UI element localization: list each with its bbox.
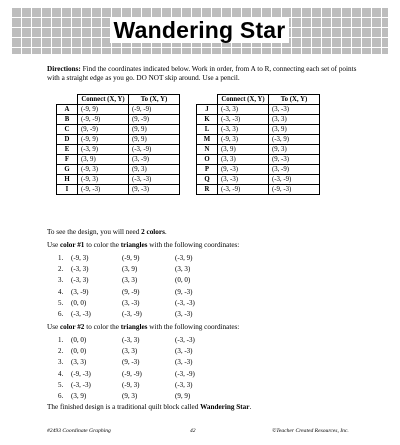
closing-text: The finished design is a traditional quilt block called	[47, 403, 201, 411]
table-header-connect: Connect (X, Y)	[218, 95, 269, 105]
intro-paragraph	[47, 228, 367, 237]
vertex-coordinate: (-9, 9)	[122, 254, 140, 262]
connect-coordinate: (3, 9)	[218, 145, 269, 155]
row-letter: M	[197, 135, 218, 145]
color1-label: color #1	[59, 241, 85, 249]
item-number: 2.	[58, 347, 64, 356]
item-number: 1.	[58, 336, 64, 344]
table-row	[197, 155, 320, 165]
vertex-coordinate: (3, 3)	[71, 358, 87, 367]
color1-triangle-list	[58, 253, 278, 320]
connect-coordinate: (3, -3)	[218, 175, 269, 185]
table-header-connect: Connect (X, Y)	[78, 95, 129, 105]
to-coordinate: (3, -9)	[129, 155, 180, 165]
connect-coordinate: (9, -9)	[78, 125, 129, 135]
footer-page-number: 42	[190, 428, 196, 434]
vertex-coordinate: (9, -3)	[122, 358, 140, 367]
to-coordinate: (9, -3)	[129, 185, 180, 195]
vertex-coordinate: (9, 3)	[122, 391, 138, 400]
connect-coordinate: (-9, -3)	[78, 185, 129, 195]
table-header-blank	[57, 95, 78, 105]
connect-coordinate: (-3, -3)	[218, 115, 269, 125]
vertex-coordinate: (-3, -3)	[71, 380, 91, 389]
table-header-row	[57, 95, 180, 105]
vertex-coordinate: (-9, -3)	[71, 369, 91, 378]
color2-triangle-list	[58, 335, 278, 402]
vertex-coordinate: (-9, 3)	[122, 380, 140, 389]
table-row	[57, 175, 180, 185]
table-row	[57, 135, 180, 145]
connect-coordinate: (-9, 3)	[78, 175, 129, 185]
vertex-coordinate: (3, -3)	[122, 298, 140, 307]
to-coordinate: (3, -3)	[269, 105, 320, 115]
vertex-coordinate: (-3, 3)	[122, 336, 140, 344]
table-row	[57, 165, 180, 175]
connect-coordinate: (-3, 9)	[78, 145, 129, 155]
vertex-coordinate: (9, -9)	[122, 287, 140, 296]
connect-coordinate: (-3, 3)	[218, 105, 269, 115]
list-item	[58, 287, 278, 298]
vertex-coordinate: (-3, 3)	[71, 265, 89, 274]
to-coordinate: (-3, -9)	[269, 175, 320, 185]
item-number: 2.	[58, 265, 64, 274]
vertex-coordinate: (3, -3)	[175, 358, 193, 367]
table-header-to: To (X, Y)	[269, 95, 320, 105]
vertex-coordinate: (0, 0)	[71, 347, 87, 356]
row-letter: H	[57, 175, 78, 185]
table-row	[197, 185, 320, 195]
row-letter: P	[197, 165, 218, 175]
color1-shape: triangles	[120, 241, 148, 249]
color2-shape: triangles	[120, 323, 148, 331]
vertex-coordinate: (-3, 9)	[175, 254, 193, 262]
item-number: 5.	[58, 380, 64, 389]
intro-text: To see the design, you will need	[47, 228, 142, 236]
vertex-coordinate: (-3, -3)	[175, 336, 195, 344]
color2-text-2: to color the	[84, 323, 121, 331]
connect-coordinate: (-9, 9)	[78, 105, 129, 115]
color2-instructions	[47, 323, 367, 332]
to-coordinate: (-3, -9)	[129, 145, 180, 155]
row-letter: R	[197, 185, 218, 195]
vertex-coordinate: (-3, 3)	[175, 380, 193, 389]
connect-coordinate: (-9, 9)	[78, 135, 129, 145]
table-header-blank	[197, 95, 218, 105]
row-letter: N	[197, 145, 218, 155]
to-coordinate: (9, -9)	[129, 115, 180, 125]
to-coordinate: (9, -3)	[269, 155, 320, 165]
to-coordinate: (9, 3)	[269, 145, 320, 155]
table-row	[57, 145, 180, 155]
list-item	[58, 264, 278, 275]
item-number: 4.	[58, 369, 64, 378]
vertex-coordinate: (-3, -9)	[122, 309, 142, 318]
vertex-coordinate: (3, -3)	[175, 347, 193, 356]
footer-publisher: ©Teacher Created Resources, Inc.	[272, 428, 349, 434]
vertex-coordinate: (0, 0)	[175, 276, 191, 285]
color2-label: color #2	[59, 323, 85, 331]
list-item	[58, 275, 278, 286]
row-letter: O	[197, 155, 218, 165]
vertex-coordinate: (-9, 3)	[71, 254, 89, 262]
row-letter: J	[197, 105, 218, 115]
vertex-coordinate: (-9, -9)	[122, 369, 142, 378]
table-row	[57, 125, 180, 135]
to-coordinate: (3, -9)	[269, 165, 320, 175]
table-header-to: To (X, Y)	[129, 95, 180, 105]
page-title-wrap	[11, 17, 388, 44]
item-number: 1.	[58, 254, 64, 262]
list-item	[58, 346, 278, 357]
quilt-block-name: Wandering Star	[200, 403, 250, 411]
list-item	[58, 298, 278, 309]
color1-instructions	[47, 241, 367, 250]
to-coordinate: (-3, -3)	[129, 175, 180, 185]
item-number: 3.	[58, 276, 64, 285]
list-item	[58, 309, 278, 320]
row-letter: D	[57, 135, 78, 145]
closing-paragraph	[47, 403, 367, 412]
to-coordinate: (-3, 9)	[269, 135, 320, 145]
row-letter: K	[197, 115, 218, 125]
item-number: 5.	[58, 298, 64, 307]
connect-coordinate: (-3, 3)	[218, 125, 269, 135]
table-row	[57, 185, 180, 195]
closing-suffix: .	[249, 403, 252, 411]
footer-book-title: #2493 Coordinate Graphing	[47, 428, 111, 434]
row-letter: F	[57, 155, 78, 165]
to-coordinate: (3, 3)	[269, 115, 320, 125]
table-row	[57, 105, 180, 115]
intro-suffix: .	[164, 228, 167, 236]
table-body-left	[57, 105, 180, 195]
table-row	[197, 145, 320, 155]
color2-text-3: with the following coordinates:	[147, 323, 240, 331]
directions-body: Find the coordinates indicated below. Work in order, from A to R, connecting each set of points with a straight edge as you go. DO NOT skip around. Use a pencil.	[47, 65, 357, 82]
list-item	[58, 391, 278, 402]
page-title: Wandering Star	[110, 17, 290, 43]
item-number: 4.	[58, 287, 64, 296]
row-letter: C	[57, 125, 78, 135]
table-row	[197, 165, 320, 175]
color1-text-2: to color the	[84, 241, 121, 249]
row-letter: B	[57, 115, 78, 125]
item-number: 6.	[58, 309, 64, 318]
vertex-coordinate: (3, -3)	[175, 309, 193, 318]
list-item	[58, 380, 278, 391]
to-coordinate: (-9, -3)	[269, 185, 320, 195]
table-row	[197, 105, 320, 115]
vertex-coordinate: (3, 9)	[71, 391, 87, 400]
vertex-coordinate: (3, 3)	[122, 347, 138, 356]
vertex-coordinate: (3, 9)	[122, 265, 138, 274]
row-letter: E	[57, 145, 78, 155]
table-row	[57, 155, 180, 165]
item-number: 6.	[58, 391, 64, 400]
to-coordinate: (9, 9)	[129, 125, 180, 135]
vertex-coordinate: (9, 9)	[175, 391, 191, 400]
list-item	[58, 369, 278, 380]
directions-label: Directions:	[47, 65, 81, 73]
table-header-row	[197, 95, 320, 105]
vertex-coordinate: (0, 0)	[71, 336, 87, 344]
row-letter: L	[197, 125, 218, 135]
item-number: 3.	[58, 358, 64, 367]
connect-coordinate: (-3, -9)	[218, 185, 269, 195]
connect-coordinate: (9, -3)	[218, 165, 269, 175]
color2-text-1: Use	[47, 323, 60, 331]
table-row	[197, 175, 320, 185]
color1-text-3: with the following coordinates:	[147, 241, 240, 249]
connect-coordinate: (-9, -9)	[78, 115, 129, 125]
coordinates-table-a-to-i	[56, 94, 180, 195]
connect-coordinate: (3, 9)	[78, 155, 129, 165]
table-row	[197, 125, 320, 135]
to-coordinate: (3, 9)	[269, 125, 320, 135]
vertex-coordinate: (3, 3)	[175, 265, 191, 274]
vertex-coordinate: (-3, -3)	[71, 309, 91, 318]
row-letter: A	[57, 105, 78, 115]
list-item	[58, 253, 278, 264]
to-coordinate: (9, 3)	[129, 165, 180, 175]
color1-text-1: Use	[47, 241, 60, 249]
vertex-coordinate: (9, -3)	[175, 287, 193, 296]
vertex-coordinate: (-3, 3)	[71, 276, 89, 285]
to-coordinate: (9, 9)	[129, 135, 180, 145]
row-letter: G	[57, 165, 78, 175]
title-banner	[11, 7, 388, 54]
intro-bold: 2 colors	[141, 228, 165, 236]
coordinates-table-j-to-r	[196, 94, 320, 195]
vertex-coordinate: (3, -9)	[71, 287, 89, 296]
list-item	[58, 357, 278, 368]
row-letter: Q	[197, 175, 218, 185]
table-body-right	[197, 105, 320, 195]
vertex-coordinate: (0, 0)	[71, 298, 87, 307]
table-row	[197, 135, 320, 145]
directions-text	[47, 65, 362, 82]
list-item	[58, 335, 278, 346]
connect-coordinate: (3, 3)	[218, 155, 269, 165]
connect-coordinate: (-9, 3)	[78, 165, 129, 175]
table-row	[197, 115, 320, 125]
vertex-coordinate: (-3, -3)	[175, 298, 195, 307]
row-letter: I	[57, 185, 78, 195]
to-coordinate: (-9, -9)	[129, 105, 180, 115]
table-row	[57, 115, 180, 125]
vertex-coordinate: (-3, -9)	[175, 369, 195, 378]
vertex-coordinate: (3, 3)	[122, 276, 138, 285]
connect-coordinate: (-9, 3)	[218, 135, 269, 145]
